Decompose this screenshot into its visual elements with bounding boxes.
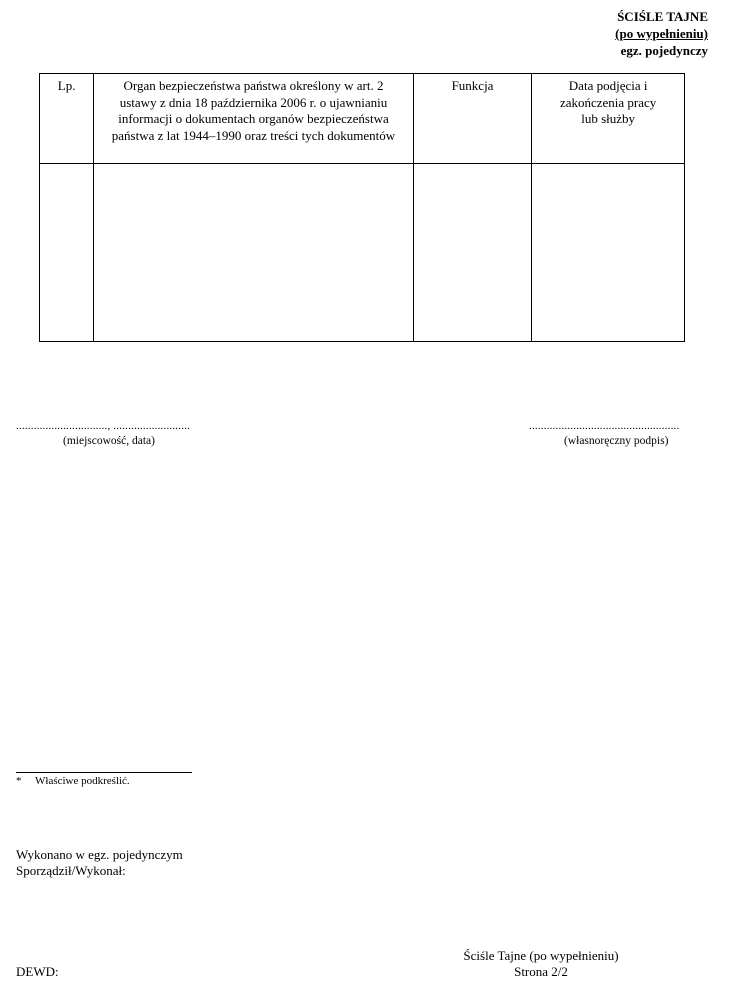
classification-condition: (po wypełnieniu) bbox=[615, 26, 708, 41]
place-date-field[interactable]: ..............................., .......................... bbox=[16, 420, 191, 432]
service-history-table bbox=[39, 73, 685, 342]
footer-dewd: DEWD: bbox=[16, 964, 59, 979]
footer-classification: Ściśle Tajne (po wypełnieniu) bbox=[463, 948, 619, 963]
header-organ: Organ bezpieczeństwa państwa określony w art. 2 ustawy z dnia 18 października 2006 r. o ujawnianiu informacji o dokumentach organów bezpieczeństwa państwa z lat 1944–1990 oraz treści tych dokumentów bbox=[94, 74, 413, 164]
copy-label: egz. pojedynczy bbox=[620, 43, 708, 58]
footnote-marker: * bbox=[16, 775, 22, 787]
footer-classification-block bbox=[452, 948, 630, 980]
cell-lp[interactable] bbox=[40, 164, 94, 342]
footnote-text: Właściwe podkreślić. bbox=[35, 775, 130, 787]
cell-funkcja[interactable] bbox=[413, 164, 532, 342]
page-number: Strona 2/2 bbox=[514, 964, 568, 979]
signature-field[interactable]: ................................................... bbox=[529, 420, 680, 432]
closing-copies: Wykonano w egz. pojedynczym bbox=[16, 847, 183, 862]
table-entry-row bbox=[40, 164, 685, 342]
classification-block bbox=[615, 8, 708, 59]
header-funkcja: Funkcja bbox=[413, 74, 532, 164]
signature-caption: (własnoręczny podpis) bbox=[564, 435, 669, 447]
header-lp: Lp. bbox=[40, 74, 94, 164]
place-date-caption: (miejscowość, data) bbox=[63, 435, 155, 447]
closing-prepared-by: Sporządził/Wykonał: bbox=[16, 863, 126, 878]
cell-data[interactable] bbox=[532, 164, 685, 342]
header-data: Data podjęcia i zakończenia pracy lub służby bbox=[532, 74, 685, 164]
footnote bbox=[16, 775, 130, 787]
classification-label: ŚCIŚLE TAJNE bbox=[617, 9, 708, 24]
footnote-divider bbox=[16, 772, 192, 773]
cell-organ[interactable] bbox=[94, 164, 413, 342]
table-header-row bbox=[40, 74, 685, 164]
